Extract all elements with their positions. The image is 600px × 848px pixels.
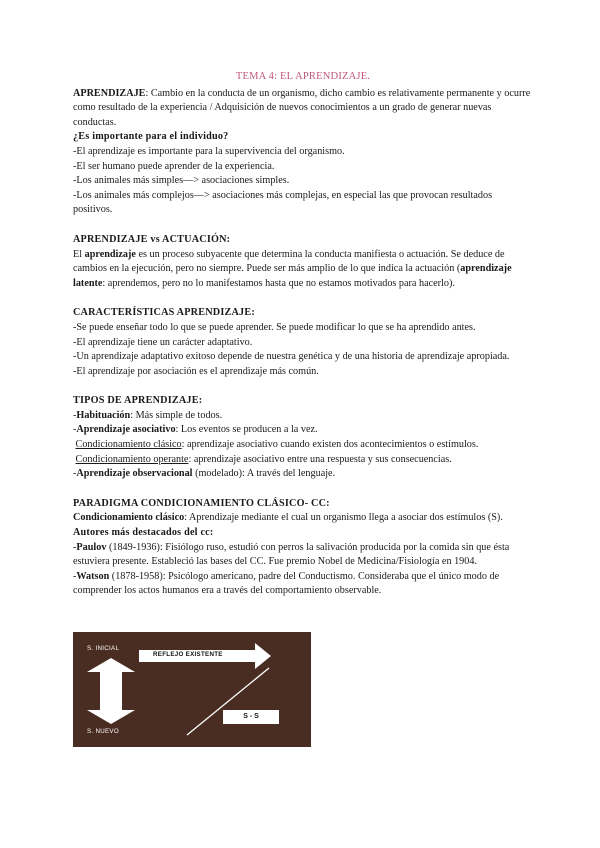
type-item-classical: Condicionamiento clásico: aprendizaje asociativo cuando existen dos acontecimientos o estímulos. bbox=[75, 439, 479, 451]
type-item-operant: Condicionamiento operante: aprendizaje asociativo entre una respuesta y sus consecuencias. bbox=[75, 453, 452, 465]
ss-box: S - S bbox=[223, 710, 279, 724]
importance-item: -El aprendizaje es importante para la supervivencia del organismo. bbox=[73, 145, 345, 157]
importance-question: ¿Es importante para el individuo? bbox=[73, 131, 229, 143]
section-heading-characteristics: CARACTERÍSTICAS APRENDIZAJE: bbox=[73, 307, 255, 319]
label-s-inicial: S. INICIAL bbox=[87, 645, 120, 652]
document-title: TEMA 4: EL APRENDIZAJE. bbox=[235, 71, 371, 82]
author-pavlov: -Paulov (1849-1936): Fisiólogo ruso, estudió con perros la salivación producida por la comida sin que ésta estuviera presente. Estableció las bases del CC. Fue premio Nobel de Medicina/Fisiología en 1904. bbox=[73, 541, 510, 568]
conditioning-diagram bbox=[73, 632, 311, 747]
paradigm-definition: Condicionamiento clásico: Aprendizaje mediante el cual un organismo llega a asociar dos estímulos (S). bbox=[73, 512, 503, 524]
importance-item: -El ser humano puede aprender de la experiencia. bbox=[73, 160, 275, 172]
importance-item: -Los animales más simples—> asociaciones simples. bbox=[73, 175, 290, 187]
section-heading-paradigm: PARADIGMA CONDICIONAMIENTO CLÁSICO- CC: bbox=[73, 497, 330, 509]
diagonal-line bbox=[187, 668, 269, 735]
importance-item: -Los animales más complejos—> asociaciones más complejas, en especial las que provocan resultados positivos. bbox=[73, 189, 493, 216]
section-heading-types: TIPOS DE APRENDIZAJE: bbox=[73, 395, 203, 407]
type-item-observational: -Aprendizaje observacional (modelado): A través del lenguaje. bbox=[73, 468, 336, 480]
label-s-nuevo: S. NUEVO bbox=[87, 728, 119, 735]
type-item-habituation: -Habituación: Más simple de todos. bbox=[73, 409, 223, 421]
definition-paragraph bbox=[73, 87, 533, 131]
definition-term: APRENDIZAJE bbox=[73, 87, 146, 99]
type-item-associative: -Aprendizaje asociativo: Los eventos se producen a la vez. bbox=[73, 424, 318, 436]
document-page bbox=[73, 70, 533, 599]
characteristic-item: -El aprendizaje tiene un carácter adaptativo. bbox=[73, 336, 253, 348]
author-watson: -Watson (1878-1958): Psicólogo americano, padre del Conductismo. Consideraba que el único modo de comprender los actos humanos era a través del comportamiento observable. bbox=[73, 570, 500, 597]
characteristic-item: -El aprendizaje por asociación es el aprendizaje más común. bbox=[73, 365, 319, 377]
authors-heading: Autores más destacados del cc: bbox=[73, 527, 214, 539]
vs-paragraph: El aprendizaje es un proceso subyacente que determina la conducta manifiesta o actuación. Se deduce de cambios en la ejecución, pero no siempre. Puede ser más amplio de lo que indica la actuación (aprendizaje latente: aprendemos, pero no lo manifestamos hasta que no estamos motivados para hacerlo). bbox=[73, 248, 512, 289]
section-heading-vs: APRENDIZAJE vs ACTUACIÓN: bbox=[73, 233, 231, 245]
characteristic-item: -Un aprendizaje adaptativo exitoso depende de nuestra genética y de una historia de aprendizaje apropiada. bbox=[73, 351, 510, 363]
definition-text: : Cambio en la conducta de un organismo, dicho cambio es relativamente permanente y ocurre como resultado de la experiencia / Adquisición de nuevos conocimientos a un grado de generar nuevas conductas. bbox=[73, 87, 531, 128]
characteristic-item: -Se puede enseñar todo lo que se puede aprender. Se puede modificar lo que se ha aprendido antes. bbox=[73, 321, 476, 333]
label-reflejo: REFLEJO EXISTENTE bbox=[153, 651, 223, 658]
double-arrow-icon bbox=[87, 658, 135, 724]
